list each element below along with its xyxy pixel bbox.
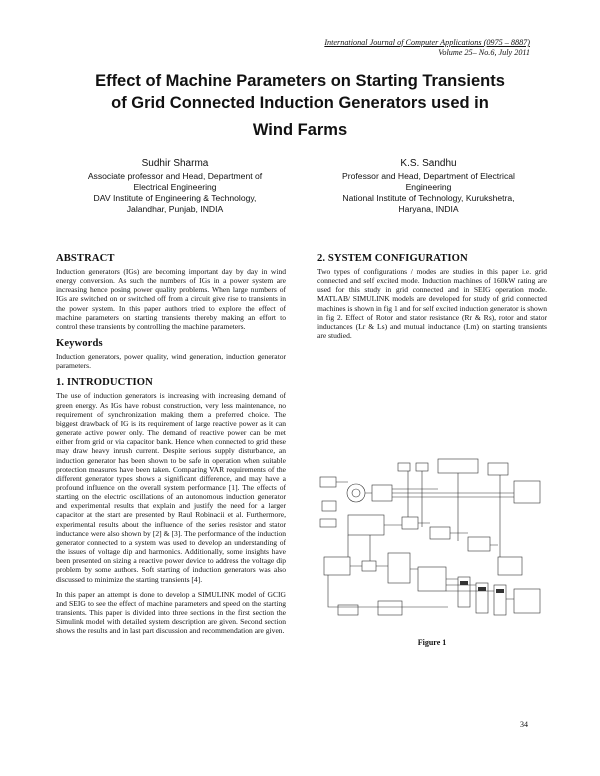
introduction-paragraph-1: The use of induction generators is increasing with increasing demand of green energy. As IGs have robust construction, very less maintenance, no requirement of synchronization making them a preferred choice. The biggest drawback of IG is its requirement of large reactive power as it can generate active power only. The demand of reactive power can be met either from grid or via capacitor bank. Hence when connected to grid these may draw heavy inrush current. Despite serious supply disturbance, an induction generator has been shown to be safe in operation when suitable protection measures have been taken. Comparing VAR requirements of the different generator types shows a significant difference, and may have a profound influence on the overall system performance [1]. The effects of starting on the electric oscillations of an autonomous induction generator and experimental results that explain and justify the need for a larger capacitor at the start are presented by Raul Robinacii et al. Furthermore, experimental results about the influence of the series resistor and stator inductance were also shown by [2] & [3]. The performance of the induction generator connected to a system was used to develop an understanding of the issues of voltage dip and harmonics. Additionally, some insights have been presented on sizing a reactive power device to address the voltage dip problem by some authors. Soft starting of induction generators was also discussed to minimize the starting transients [4].	[56, 391, 286, 584]
constant-block	[338, 605, 358, 615]
scope-block	[398, 463, 410, 471]
scope-block	[416, 463, 428, 471]
page-number: 34	[520, 720, 528, 729]
vertical-connection	[408, 471, 500, 557]
paper-title	[60, 70, 540, 141]
load-block	[430, 527, 450, 539]
system-config-text: Two types of configurations / modes are studies in this paper i.e. grid connected and self excited mode. Induction machines of 160kW rating are used for this study in grid connected and in SEIG operation mode. MATLAB/ SIMULINK models are developed for study of grid connected machines is shown in fig 1 and for self excited induction generator is shown in fig 2. Effect of Rotor and stator resistance (Rr & Rs), rotor and stator inductances (Lr & Ls) and mutual inductance (Lm) on starting transients are studied.	[317, 267, 547, 341]
journal-name: International Journal of Computer Applications (0975 – 8887)	[324, 38, 530, 47]
right-column	[317, 252, 547, 346]
subsystem-block	[418, 567, 446, 591]
signal-line	[384, 523, 498, 545]
scope-trace	[496, 589, 504, 593]
title-line-2: of Grid Connected Induction Generators used in	[111, 94, 489, 112]
scope-trace	[460, 581, 468, 585]
simulink-model-drawing	[318, 457, 546, 629]
grid-source-block	[488, 463, 508, 475]
author-affiliation-line: Electrical Engineering	[133, 182, 217, 192]
capacitor-bank-block	[468, 537, 490, 551]
author-affiliation-line: DAV Institute of Engineering & Technology,	[93, 193, 257, 203]
three-phase-source	[514, 481, 540, 503]
scope-trace	[478, 587, 486, 591]
breaker-block	[402, 517, 418, 529]
induction-machine-symbol	[347, 484, 365, 502]
abstract-text: Induction generators (IGs) are becoming important day by day in wind energy conversion. As such the numbers of IGs in a power system are increasing hence posing power quality problems. When large numbers of IGs are switched on or switched off from a circuit give rise to transients in the power system. In this paper authors tried to explore the effect of machine parameters on starting transients thereby making an effort to control these transients by controlling the machine parameters.	[56, 267, 286, 331]
pq-block	[378, 601, 402, 615]
author-affiliation-line: Professor and Head, Department of Electrical	[342, 171, 515, 181]
author-name: Sudhir Sharma	[141, 158, 209, 169]
title-line-1: Effect of Machine Parameters on Starting Transients	[95, 72, 505, 90]
abstract-heading: ABSTRACT	[56, 253, 115, 264]
bus-line	[336, 482, 514, 497]
demux-block	[388, 553, 410, 583]
author-2	[327, 157, 530, 215]
transformer-block	[372, 485, 392, 501]
figure-caption: Figure 1	[417, 638, 447, 647]
input-block	[322, 501, 336, 511]
figure-1-simulink-diagram	[318, 457, 546, 629]
mux-block	[362, 561, 376, 571]
keywords-text: Induction generators, power quality, wind generation, induction generator parameters.	[56, 352, 286, 371]
author-affiliation-line: Associate professor and Head, Department of	[87, 171, 263, 181]
author-affiliation-line: Engineering	[405, 182, 452, 192]
author-affiliation-line: Haryana, INDIA	[398, 204, 459, 214]
journal-volume: Volume 25– No.6, July 2011	[438, 47, 530, 57]
left-column	[56, 252, 286, 641]
journal-header	[324, 38, 530, 57]
author-block	[70, 157, 530, 222]
author-name: K.S. Sandhu	[400, 158, 457, 169]
author-1	[70, 157, 280, 215]
measurement-block	[348, 515, 384, 535]
output-scope-block	[514, 589, 540, 613]
source-block	[320, 477, 336, 487]
system-config-heading: 2. SYSTEM CONFIGURATION	[317, 253, 468, 264]
author-affiliation-line: National Institute of Technology, Kurukshetra,	[342, 193, 515, 203]
gain-block	[320, 519, 336, 527]
introduction-heading: 1. INTRODUCTION	[56, 377, 153, 389]
machine-rotor-symbol	[352, 489, 360, 497]
display-block	[324, 557, 350, 575]
author-affiliation-line: Jalandhar, Punjab, INDIA	[126, 204, 224, 214]
title-line-3: Wind Farms	[252, 121, 348, 139]
rlc-branch-block	[498, 557, 522, 575]
introduction-paragraph-2: In this paper an attempt is done to develop a SIMULINK model of GCIG and SEIG to see the effect of machine parameters and speed on the starting transients. This paper is divided into three sections in the first section the Simulink model with detailed system description are given. Second section shows the results and in last part discussion and recommendation are given.	[56, 589, 286, 636]
keywords-heading: Keywords	[56, 338, 103, 350]
bus-block	[438, 459, 478, 473]
